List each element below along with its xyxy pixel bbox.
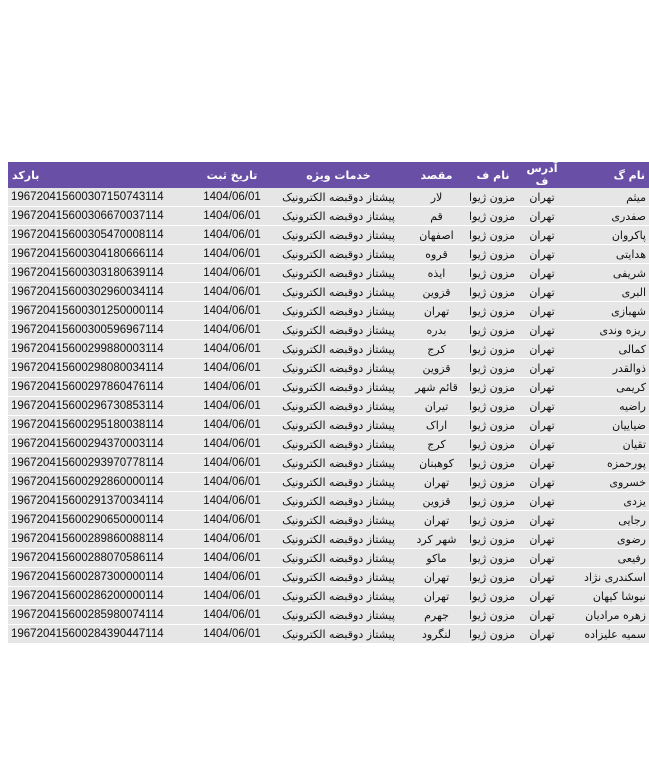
cell-barcode: 196720415600291370034114 <box>8 492 192 511</box>
cell-last-name: مزون ژیوا <box>468 454 518 473</box>
cell-destination: بدره <box>405 321 468 340</box>
cell-destination: تهران <box>405 511 468 530</box>
cell-destination: جهرم <box>405 606 468 625</box>
table-row <box>8 207 649 226</box>
cell-date: 1404/06/01 <box>192 587 272 606</box>
cell-date: 1404/06/01 <box>192 226 272 245</box>
cell-address: تهران <box>518 302 566 321</box>
cell-address: تهران <box>518 549 566 568</box>
header-last-name: نام ف <box>468 162 518 188</box>
cell-name: شریفی <box>566 264 649 283</box>
table-row <box>8 416 649 435</box>
cell-address: تهران <box>518 606 566 625</box>
cell-last-name: مزون ژیوا <box>468 340 518 359</box>
cell-name: سمیه علیزاده <box>566 625 649 644</box>
table-row <box>8 625 649 644</box>
cell-date: 1404/06/01 <box>192 283 272 302</box>
cell-destination: قم <box>405 207 468 226</box>
cell-last-name: مزون ژیوا <box>468 473 518 492</box>
cell-barcode: 196720415600289860088114 <box>8 530 192 549</box>
cell-address: تهران <box>518 454 566 473</box>
cell-name: شهبازی <box>566 302 649 321</box>
table-row <box>8 245 649 264</box>
cell-date: 1404/06/01 <box>192 625 272 644</box>
cell-service: پیشتاز دوقبضه الکترونیک <box>272 568 405 587</box>
cell-destination: ایذه <box>405 264 468 283</box>
cell-date: 1404/06/01 <box>192 473 272 492</box>
cell-service: پیشتاز دوقبضه الکترونیک <box>272 321 405 340</box>
cell-service: پیشتاز دوقبضه الکترونیک <box>272 473 405 492</box>
cell-address: تهران <box>518 492 566 511</box>
cell-destination: تهران <box>405 568 468 587</box>
header-name: نام گ <box>566 162 649 188</box>
header-address: آدرس ف <box>518 162 566 188</box>
cell-address: تهران <box>518 226 566 245</box>
cell-date: 1404/06/01 <box>192 340 272 359</box>
cell-service: پیشتاز دوقبضه الکترونیک <box>272 207 405 226</box>
cell-name: ریزه وندی <box>566 321 649 340</box>
cell-date: 1404/06/01 <box>192 454 272 473</box>
cell-address: تهران <box>518 587 566 606</box>
cell-name: ذوالقدر <box>566 359 649 378</box>
cell-service: پیشتاز دوقبضه الکترونیک <box>272 378 405 397</box>
table-row <box>8 321 649 340</box>
table-row <box>8 568 649 587</box>
cell-name: کمالی <box>566 340 649 359</box>
cell-last-name: مزون ژیوا <box>468 207 518 226</box>
cell-barcode: 196720415600284390447114 <box>8 625 192 644</box>
cell-date: 1404/06/01 <box>192 397 272 416</box>
cell-last-name: مزون ژیوا <box>468 359 518 378</box>
table-row <box>8 340 649 359</box>
cell-barcode: 196720415600303180639114 <box>8 264 192 283</box>
cell-destination: قزوین <box>405 359 468 378</box>
cell-name: خسروی <box>566 473 649 492</box>
cell-address: تهران <box>518 283 566 302</box>
cell-date: 1404/06/01 <box>192 207 272 226</box>
cell-date: 1404/06/01 <box>192 492 272 511</box>
cell-name: البری <box>566 283 649 302</box>
cell-destination: قائم شهر <box>405 378 468 397</box>
cell-destination: لار <box>405 188 468 207</box>
cell-last-name: مزون ژیوا <box>468 378 518 397</box>
cell-destination: تهران <box>405 302 468 321</box>
cell-date: 1404/06/01 <box>192 245 272 264</box>
table-row <box>8 283 649 302</box>
cell-barcode: 196720415600292860000114 <box>8 473 192 492</box>
table-row <box>8 492 649 511</box>
cell-date: 1404/06/01 <box>192 511 272 530</box>
cell-address: تهران <box>518 473 566 492</box>
cell-last-name: مزون ژیوا <box>468 321 518 340</box>
cell-service: پیشتاز دوقبضه الکترونیک <box>272 264 405 283</box>
cell-service: پیشتاز دوقبضه الکترونیک <box>272 359 405 378</box>
cell-service: پیشتاز دوقبضه الکترونیک <box>272 283 405 302</box>
header-destination: مقصد <box>405 162 468 188</box>
cell-last-name: مزون ژیوا <box>468 511 518 530</box>
cell-last-name: مزون ژیوا <box>468 606 518 625</box>
cell-last-name: مزون ژیوا <box>468 530 518 549</box>
cell-barcode: 196720415600288070586114 <box>8 549 192 568</box>
cell-date: 1404/06/01 <box>192 321 272 340</box>
cell-destination: قزوین <box>405 492 468 511</box>
cell-name: نیوشا کیهان <box>566 587 649 606</box>
cell-name: رجایی <box>566 511 649 530</box>
cell-address: تهران <box>518 416 566 435</box>
cell-last-name: مزون ژیوا <box>468 302 518 321</box>
cell-address: تهران <box>518 340 566 359</box>
cell-destination: ماکو <box>405 549 468 568</box>
cell-barcode: 196720415600305470008114 <box>8 226 192 245</box>
cell-address: تهران <box>518 397 566 416</box>
header-barcode: بارکد <box>8 162 192 188</box>
cell-barcode: 196720415600307150743114 <box>8 188 192 207</box>
table-row <box>8 606 649 625</box>
header-row <box>8 162 649 188</box>
cell-last-name: مزون ژیوا <box>468 245 518 264</box>
cell-barcode: 196720415600293970778114 <box>8 454 192 473</box>
cell-service: پیشتاز دوقبضه الکترونیک <box>272 606 405 625</box>
cell-last-name: مزون ژیوا <box>468 416 518 435</box>
table-row <box>8 454 649 473</box>
cell-barcode: 196720415600299880003114 <box>8 340 192 359</box>
cell-destination: کوهبنان <box>405 454 468 473</box>
cell-name: زهره مرادیان <box>566 606 649 625</box>
cell-barcode: 196720415600285980074114 <box>8 606 192 625</box>
table-row <box>8 587 649 606</box>
cell-destination: لنگرود <box>405 625 468 644</box>
cell-barcode: 196720415600302960034114 <box>8 283 192 302</box>
cell-destination: شهر کرد <box>405 530 468 549</box>
cell-barcode: 196720415600290650000114 <box>8 511 192 530</box>
cell-destination: تیران <box>405 397 468 416</box>
cell-date: 1404/06/01 <box>192 378 272 397</box>
cell-destination: قروه <box>405 245 468 264</box>
cell-destination: تهران <box>405 473 468 492</box>
cell-date: 1404/06/01 <box>192 416 272 435</box>
cell-name: کریمی <box>566 378 649 397</box>
cell-service: پیشتاز دوقبضه الکترونیک <box>272 340 405 359</box>
cell-last-name: مزون ژیوا <box>468 283 518 302</box>
cell-service: پیشتاز دوقبضه الکترونیک <box>272 454 405 473</box>
table-row <box>8 378 649 397</box>
table-row <box>8 549 649 568</box>
cell-name: رفیعی <box>566 549 649 568</box>
cell-name: تقیان <box>566 435 649 454</box>
cell-address: تهران <box>518 264 566 283</box>
cell-last-name: مزون ژیوا <box>468 568 518 587</box>
header-service: خدمات ویژه <box>272 162 405 188</box>
cell-name: میثم <box>566 188 649 207</box>
cell-date: 1404/06/01 <box>192 606 272 625</box>
cell-service: پیشتاز دوقبضه الکترونیک <box>272 397 405 416</box>
cell-barcode: 196720415600297860476114 <box>8 378 192 397</box>
table-body <box>8 188 649 644</box>
cell-name: یزدی <box>566 492 649 511</box>
cell-barcode: 196720415600287300000114 <box>8 568 192 587</box>
cell-barcode: 196720415600306670037114 <box>8 207 192 226</box>
cell-address: تهران <box>518 378 566 397</box>
cell-date: 1404/06/01 <box>192 302 272 321</box>
cell-name: ضیاییان <box>566 416 649 435</box>
cell-name: اسکندری نژاد <box>566 568 649 587</box>
table-row <box>8 264 649 283</box>
cell-last-name: مزون ژیوا <box>468 264 518 283</box>
cell-service: پیشتاز دوقبضه الکترونیک <box>272 188 405 207</box>
cell-address: تهران <box>518 530 566 549</box>
cell-last-name: مزون ژیوا <box>468 549 518 568</box>
cell-service: پیشتاز دوقبضه الکترونیک <box>272 587 405 606</box>
cell-last-name: مزون ژیوا <box>468 397 518 416</box>
table-row <box>8 226 649 245</box>
table-row <box>8 530 649 549</box>
cell-destination: تهران <box>405 587 468 606</box>
cell-address: تهران <box>518 568 566 587</box>
cell-barcode: 196720415600298080034114 <box>8 359 192 378</box>
cell-destination: اصفهان <box>405 226 468 245</box>
cell-address: تهران <box>518 511 566 530</box>
cell-service: پیشتاز دوقبضه الکترونیک <box>272 416 405 435</box>
cell-destination: قزوین <box>405 283 468 302</box>
shipment-sheet <box>8 162 646 644</box>
cell-date: 1404/06/01 <box>192 435 272 454</box>
cell-barcode: 196720415600295180038114 <box>8 416 192 435</box>
cell-service: پیشتاز دوقبضه الکترونیک <box>272 530 405 549</box>
table-row <box>8 302 649 321</box>
cell-name: پاکروان <box>566 226 649 245</box>
cell-service: پیشتاز دوقبضه الکترونیک <box>272 492 405 511</box>
shipment-table <box>8 162 649 644</box>
cell-date: 1404/06/01 <box>192 549 272 568</box>
table-row <box>8 397 649 416</box>
table-row <box>8 188 649 207</box>
cell-barcode: 196720415600304180666114 <box>8 245 192 264</box>
cell-service: پیشتاز دوقبضه الکترونیک <box>272 302 405 321</box>
cell-service: پیشتاز دوقبضه الکترونیک <box>272 435 405 454</box>
cell-barcode: 196720415600300596967114 <box>8 321 192 340</box>
cell-date: 1404/06/01 <box>192 530 272 549</box>
cell-last-name: مزون ژیوا <box>468 625 518 644</box>
cell-name: هدایتی <box>566 245 649 264</box>
table-row <box>8 473 649 492</box>
header-date: تاریخ ثبت <box>192 162 272 188</box>
cell-name: رضوی <box>566 530 649 549</box>
cell-destination: کرج <box>405 435 468 454</box>
cell-service: پیشتاز دوقبضه الکترونیک <box>272 245 405 264</box>
cell-date: 1404/06/01 <box>192 359 272 378</box>
cell-name: پورحمزه <box>566 454 649 473</box>
cell-address: تهران <box>518 188 566 207</box>
cell-last-name: مزون ژیوا <box>468 435 518 454</box>
cell-destination: کرج <box>405 340 468 359</box>
cell-service: پیشتاز دوقبضه الکترونیک <box>272 549 405 568</box>
cell-address: تهران <box>518 359 566 378</box>
table-row <box>8 511 649 530</box>
cell-last-name: مزون ژیوا <box>468 188 518 207</box>
cell-last-name: مزون ژیوا <box>468 226 518 245</box>
cell-address: تهران <box>518 245 566 264</box>
cell-destination: اراک <box>405 416 468 435</box>
cell-address: تهران <box>518 207 566 226</box>
cell-service: پیشتاز دوقبضه الکترونیک <box>272 625 405 644</box>
cell-address: تهران <box>518 321 566 340</box>
table-row <box>8 359 649 378</box>
cell-date: 1404/06/01 <box>192 264 272 283</box>
cell-date: 1404/06/01 <box>192 568 272 587</box>
cell-name: صفدری <box>566 207 649 226</box>
cell-last-name: مزون ژیوا <box>468 587 518 606</box>
cell-name: راضیه <box>566 397 649 416</box>
cell-barcode: 196720415600301250000114 <box>8 302 192 321</box>
cell-barcode: 196720415600286200000114 <box>8 587 192 606</box>
table-row <box>8 435 649 454</box>
cell-address: تهران <box>518 435 566 454</box>
cell-service: پیشتاز دوقبضه الکترونیک <box>272 226 405 245</box>
cell-barcode: 196720415600296730853114 <box>8 397 192 416</box>
cell-service: پیشتاز دوقبضه الکترونیک <box>272 511 405 530</box>
cell-last-name: مزون ژیوا <box>468 492 518 511</box>
cell-barcode: 196720415600294370003114 <box>8 435 192 454</box>
cell-address: تهران <box>518 625 566 644</box>
cell-date: 1404/06/01 <box>192 188 272 207</box>
